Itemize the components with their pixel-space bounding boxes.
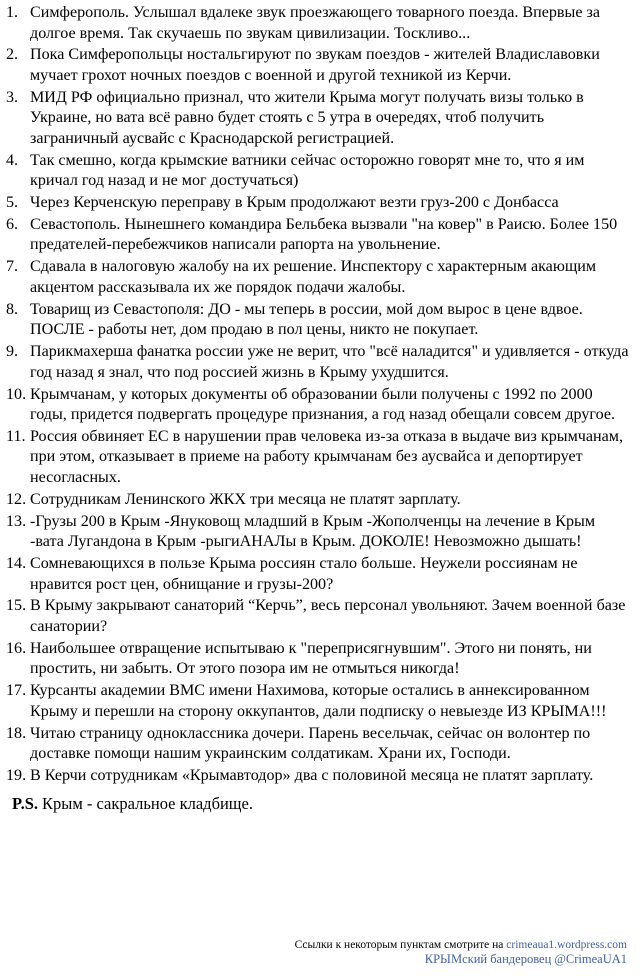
- list-item: [6, 490, 629, 511]
- item-text: Россия обвиняет ЕС в нарушении прав человека из-за отказа в выдаче виз крымчанам, при этом, отказывает в приеме на работу крымчанам без аусвайса и депортирует несогласных.: [30, 427, 623, 486]
- item-text: Сдавала в налоговую жалобу на их решение. Инспектору с характерным акающим акцентом рассказывала их же порядок подачи жалобы.: [30, 258, 597, 296]
- links-prefix: Ссылки к некоторым пунктам смотрите на: [294, 939, 504, 951]
- item-text: Товарищ из Севастополя: ДО - мы теперь в россии, мой дом вырос в цене вдвое. ПОСЛЕ - работы нет, дом продаю в пол цены, никто не покупает.: [30, 300, 583, 339]
- ps-label: P.S.: [12, 793, 38, 813]
- item-number: 9.: [6, 343, 19, 361]
- item-text: Парикмахерша фанатка россии уже не верит, что "всё наладится" и удивляется - откуда год назад я знал, что под россией жизнь в Крыму ухудшится.: [30, 343, 629, 381]
- item-text: Курсанты академии ВМС имени Нахимова, которые остались в аннексированном Крыму и перешли на сторону оккупантов, дали подписку о невыезде ИЗ КРЫМА!!!: [30, 682, 607, 720]
- item-text: В Крыму закрывают санаторий “Керчь”, весь персонал увольняют. Зачем военной базе санатории?: [30, 597, 626, 635]
- item-text: МИД РФ официально признал, что жители Крыма могут получать визы только в Украине, но вата всё равно будет стоять с 5 утра в очередях, чтоб получить заграничный аусвайс с Краснодарской регистрацией.: [30, 88, 584, 147]
- list-item: [6, 3, 629, 44]
- item-number: 4.: [6, 151, 19, 169]
- item-number: 17.: [6, 682, 27, 700]
- item-number: 10.: [6, 385, 27, 403]
- item-text: Сотрудникам Ленинского ЖКХ три месяца не платят зарплату.: [30, 490, 461, 508]
- list-item: [6, 193, 629, 214]
- item-text: Наибольшее отвращение испытываю к "переприсягнувшим". Этого ни понять, ни простить, ни забыть. От этого позора им не отмыться никогда!: [30, 639, 592, 678]
- list-item: [6, 596, 629, 637]
- list-item: [6, 300, 629, 341]
- item-number: 19.: [6, 767, 27, 785]
- item-text: Так смешно, когда крымские ватники сейчас осторожно говорят мне то, что я им кричал год назад и не мог достучаться): [30, 151, 585, 190]
- footer: [295, 938, 627, 967]
- list-item: [6, 766, 629, 787]
- item-text: Читаю страницу одноклассника дочери. Парень весельчак, сейчас он волонтер по доставке помощи нашим украинским солдатикам. Храни их, Господи.: [30, 724, 591, 763]
- list-item: [6, 257, 629, 298]
- item-number: 5.: [6, 194, 19, 212]
- list-item: [6, 724, 629, 765]
- item-number: 3.: [6, 88, 19, 106]
- item-number: 8.: [6, 300, 19, 318]
- list-item: [6, 639, 629, 680]
- item-number: 18.: [6, 724, 27, 742]
- item-number: 16.: [6, 639, 27, 657]
- item-text: Севастополь. Нынешнего командира Бельбека вызвали "на ковер" в Раисю. Более 150 предателей-перебежчиков написали рапорта на увольнение.: [30, 215, 618, 254]
- item-number: 13.: [6, 512, 27, 530]
- item-text: Крымчанам, у которых документы об образовании были получены с 1992 по 2000 годы, придется подвергать процедуре признания, а год назад обещали совсем другое.: [30, 385, 616, 424]
- item-text: В Керчи сотрудникам «Крымавтодор» два с половиной месяца не платят зарплату.: [30, 767, 594, 785]
- links-note: [295, 938, 627, 952]
- item-number: 1.: [6, 4, 19, 21]
- item-text: Симферополь. Услышал вдалеке звук проезжающего товарного поезда. Впервые за долгое время. Так скучаешь по звукам цивилизации. Тоскливо...: [30, 4, 600, 42]
- item-number: 12.: [6, 490, 27, 508]
- item-text: -Грузы 200 в Крым -Януковощ младший в Крым -Жополченцы на лечение в Крым -вата Лугандона в Крым -рыгиАНАЛы в Крым. ДОКОЛЕ! Невозможно дышать!: [30, 512, 596, 551]
- item-number: 11.: [6, 427, 26, 445]
- list-item: [6, 681, 629, 722]
- signature[interactable]: КРЫМский бандеровец @CrimeaUA1: [424, 952, 627, 966]
- list-item: [6, 88, 629, 150]
- news-list: [6, 3, 629, 787]
- list-item: [6, 427, 629, 489]
- item-number: 6.: [6, 215, 19, 233]
- list-item: [6, 554, 629, 595]
- site-link[interactable]: crimeaua1.wordpress.com: [506, 939, 627, 951]
- list-item: [6, 151, 629, 192]
- list-item: [6, 215, 629, 256]
- list-item: [6, 45, 629, 86]
- item-text: Пока Симферопольцы ностальгируют по звукам поездов - жителей Владиславовки мучает грохот ночных поездов с военной и другой техникой из Керчи.: [30, 46, 600, 84]
- item-text: Через Керченскую переправу в Крым продолжают везти груз-200 с Донбасса: [30, 194, 559, 212]
- list-item: [6, 342, 629, 383]
- item-text: Сомневающихся в пользе Крыма россиян стало больше. Неужели россиянам не нравится рост цен, обнищание и грузы-200?: [30, 555, 578, 593]
- list-item: [6, 512, 629, 553]
- item-number: 2.: [6, 46, 19, 64]
- item-number: 14.: [6, 555, 27, 573]
- postscript: [6, 793, 629, 814]
- item-number: 15.: [6, 597, 27, 615]
- list-item: [6, 385, 629, 426]
- item-number: 7.: [6, 258, 19, 276]
- ps-text: Крым - сакральное кладбище.: [42, 793, 253, 813]
